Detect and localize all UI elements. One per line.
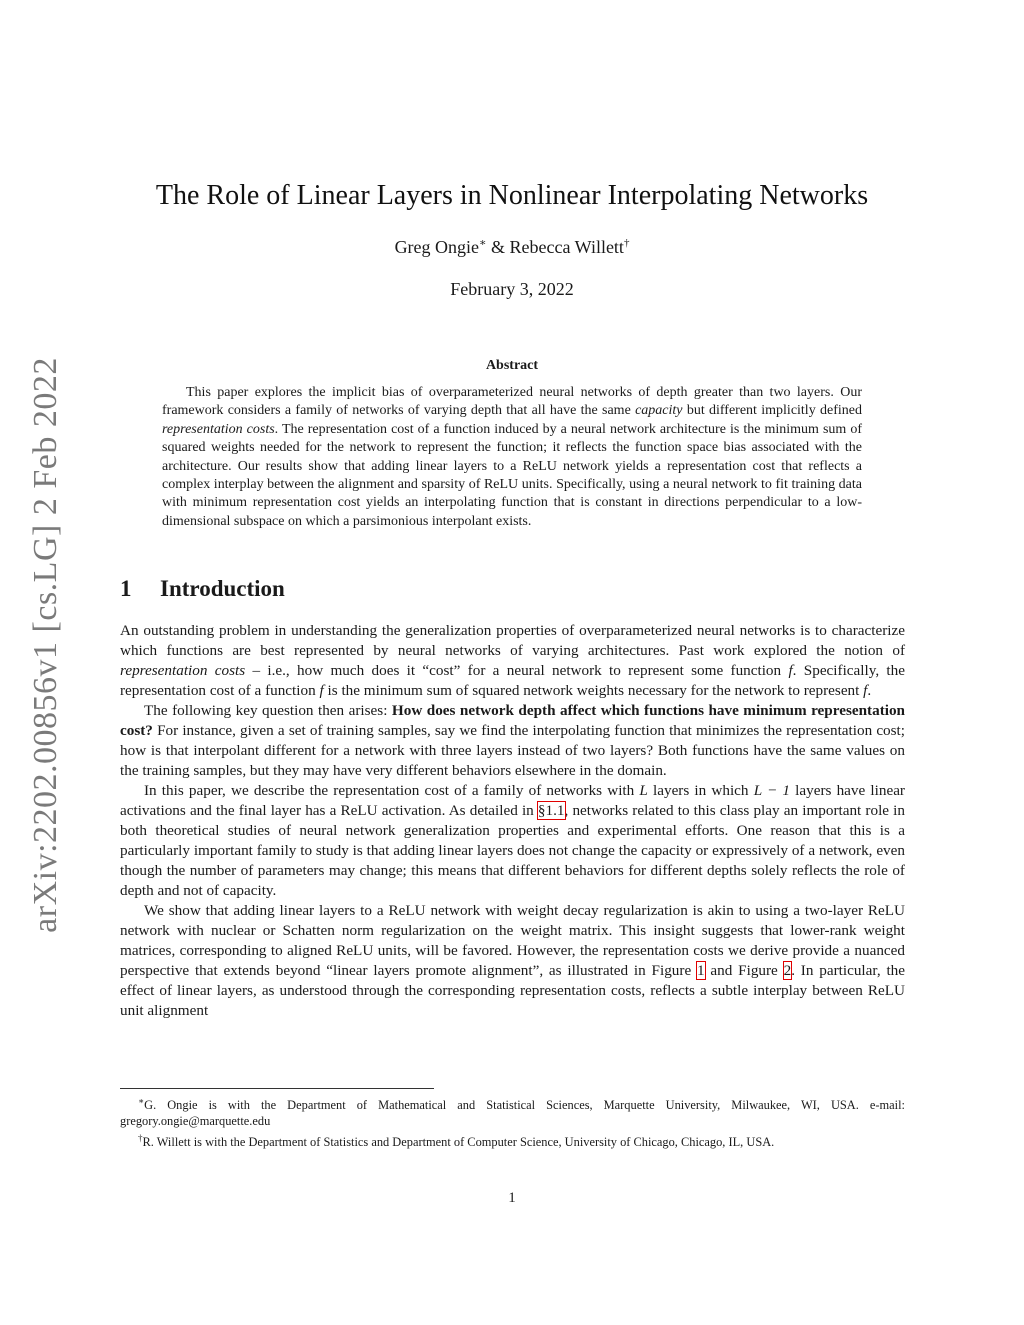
key-question: How does network depth affect which functions have minimum representation cost?: [120, 702, 906, 739]
section-1-1-link[interactable]: §1.1: [537, 802, 565, 819]
footnote-willett: †R. Willett is with the Department of Statistics and Department of Computer Science, University of Chicago, Chicago, IL, USA.: [138, 1132, 775, 1149]
arxiv-identifier: arXiv:2202.00856v1 [cs.LG] 2 Feb 2022: [27, 357, 64, 933]
author-ongie-footnote-mark[interactable]: ∗: [479, 237, 487, 249]
paper-title: The Role of Linear Layers in Nonlinear Interpolating Networks: [155, 180, 869, 211]
abstract-text: This paper explores the implicit bias of overparameterized neural networks of depth greater than two layers. Our framework considers a family of networks of varying depth that all have the same capacity but different implicitly defined representation costs. The representation cost of a function induced by a neural network architecture is the minimum sum of squared weights needed for the network to represent the function; it reflects the function space bias associated with the architecture. Our results show that adding linear layers to a ReLU network yields a representation cost that reflects a complex interplay between the alignment and sparsity of ReLU units. Specifically, using a neural network to fit training data with minimum representation cost yields an interpolating function that is constant in directions perpendicular to a low-dimensional subspace on which a parsimonious interpolant exists.: [162, 385, 862, 529]
author-willett: Rebecca Willett: [509, 237, 624, 257]
author-joiner: &: [486, 237, 510, 257]
footnote-divider: [120, 1088, 434, 1089]
section-number: 1: [120, 576, 132, 601]
figure-2-link[interactable]: 2: [783, 962, 792, 979]
footnotes: [120, 1093, 905, 1150]
author-willett-footnote-mark[interactable]: †: [623, 237, 630, 249]
figure-1-link[interactable]: 1: [697, 962, 705, 979]
author-ongie: Greg Ongie: [394, 237, 480, 257]
intro-paragraph-1: An outstanding problem in understanding the generalization properties of overparameterized neural networks is to characterize which functions are best represented by neural networks of varying architectures. Past work explored the notion of representation costs – i.e., how much does it “cost” for a neural network to represent some function f. Specifically, the representation cost of a function f is the minimum sum of squared network weights necessary for the network to represent f.: [120, 622, 905, 699]
author-line: [0, 236, 1024, 258]
abstract-heading: Abstract: [485, 358, 539, 373]
intro-paragraph-3: In this paper, we describe the representation cost of a family of networks with L layers in which L − 1 layers have linear activations and the final layer has a ReLU activation. As detailed in §1.1, networks related to this class play an important role in both theoretical studies of neural network generalization properties and experimental efforts. One reason that this is a particularly important family to study is that adding linear layers does not change the capacity or expressively of a network, even though the number of parameters may change; this means that different behaviors for different depths solely reflects the role of depth and not of capacity.: [120, 782, 905, 899]
intro-paragraph-2: The following key question then arises: How does network depth affect which functions have minimum representation cost? For instance, given a set of training samples, say we find the interpolating function that minimizes the representation cost; how is that interpolant different for a network with three layers instead of two layers? Both functions have the same values on the training samples, but they may have very different behaviors elsewhere in the domain.: [120, 702, 906, 779]
footnote-ongie: ∗G. Ongie is with the Department of Mathematical and Statistical Sciences, Marquette University, Milwaukee, WI, USA. e-mail: gregory.ongie@marquette.edu: [120, 1096, 905, 1129]
abstract-emphasis-representation-costs: representation costs: [162, 421, 275, 437]
abstract-emphasis-capacity: capacity: [635, 403, 683, 419]
intro-paragraph-4: We show that adding linear layers to a ReLU network with weight decay regularization is akin to using a two-layer ReLU network with nuclear or Schatten norm regularization on the weight matrix. This insight suggests that lower-rank weight matrices, corresponding to aligned ReLU units, will be favored. However, the representation costs we derive provide a nuanced perspective that extends beyond “linear layers promote alignment”, as illustrated in Figure 1 and Figure 2. In particular, the effect of linear layers, as understood through the corresponding representation costs, reflects a subtle interplay between ReLU unit alignment: [120, 902, 905, 1019]
page-number: 1: [508, 1190, 516, 1206]
section-heading-introduction: [120, 576, 285, 602]
paper-date: February 3, 2022: [450, 279, 574, 299]
introduction-body: [120, 621, 905, 1021]
section-title: Introduction: [160, 576, 285, 601]
